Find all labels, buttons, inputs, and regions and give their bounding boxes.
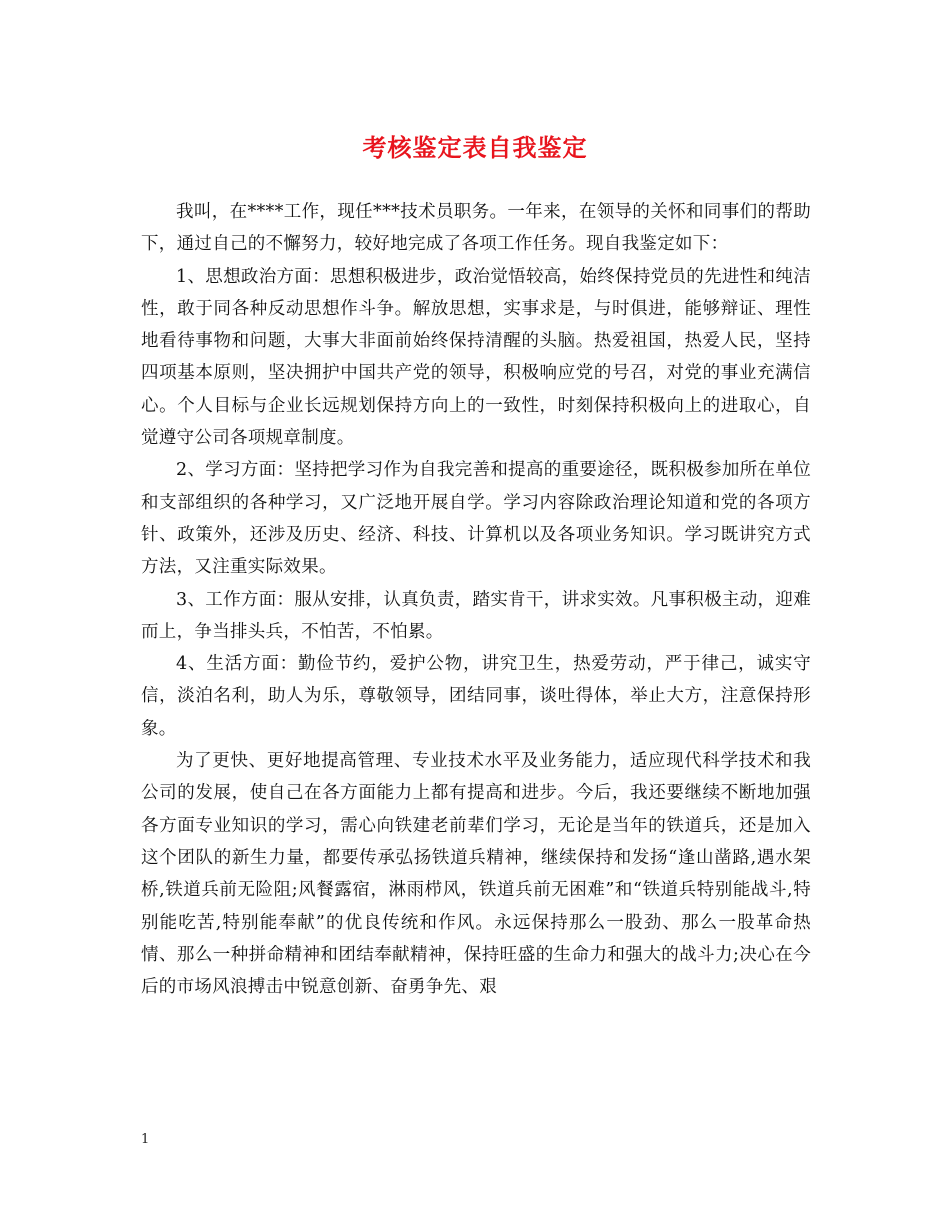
paragraph-future: 为了更快、更好地提高管理、专业技术水平及业务能力，适应现代科学技术和我公司的发展，使自己在各方面能力上都有提高和进步。今后，我还要继续不断地加强各方面专业知识的学习，需心向铁建老前辈们学习，无论是当年的铁道兵，还是加入这个团队的新生力量，都要传承弘扬铁道兵精神，继续保持和发扬“逢山凿路,遇水架桥,铁道兵前无险阻;风餐露宿，淋雨栉风，铁道兵前无困难”和“铁道兵特别能战斗,特别能吃苦,特别能奉献”的优良传统和作风。永远保持那么一股劲、那么一股革命热情、那么一种拼命精神和团结奉献精神，保持旺盛的生命力和强大的战斗力;决心在今后的市场风浪搏击中锐意创新、奋勇争先、艰 [141, 751, 811, 998]
page-number: 1 [141, 1132, 150, 1147]
paragraph-study: 2、学习方面：坚持把学习作为自我完善和提高的重要途径，既积极参加所在单位和支部组织的各种学习，又广泛地开展自学。学习内容除政治理论知道和党的各项方针、政策外，还涉及历史、经济、科技、计算机以及各项业务知识。学习既讲究方式方法，又注重实际效果。 [141, 460, 811, 578]
paragraph-intro: 我叫，在****工作，现任***技术员职务。一年来，在领导的关怀和同事们的帮助下，通过自己的不懈努力，较好地完成了各项工作任务。现自我鉴定如下： [141, 202, 811, 255]
document-body [141, 196, 811, 1003]
paragraph-work: 3、工作方面：服从安排，认真负责，踏实肯干，讲求实效。凡事积极主动，迎难而上，争当排头兵，不怕苦，不怕累。 [141, 589, 811, 642]
document-title: 考核鉴定表自我鉴定 [362, 133, 588, 162]
paragraph-political: 1、思想政治方面：思想积极进步，政治觉悟较高，始终保持党员的先进性和纯洁性，敢于同各种反动思想作斗争。解放思想，实事求是，与时俱进，能够辩证、理性地看待事物和问题，大事大非面前始终保持清醒的头脑。热爱祖国，热爱人民，坚持四项基本原则，坚决拥护中国共产党的领导，积极响应党的号召，对党的事业充满信心。个人目标与企业长远规划保持方向上的一致性，时刻保持积极向上的进取心，自觉遵守公司各项规章制度。 [141, 266, 811, 449]
paragraph-life: 4、生活方面：勤俭节约，爱护公物，讲究卫生，热爱劳动，严于律己，诚实守信，淡泊名利，助人为乐，尊敬领导，团结同事，谈吐得体，举止大方，注意保持形象。 [141, 654, 811, 739]
